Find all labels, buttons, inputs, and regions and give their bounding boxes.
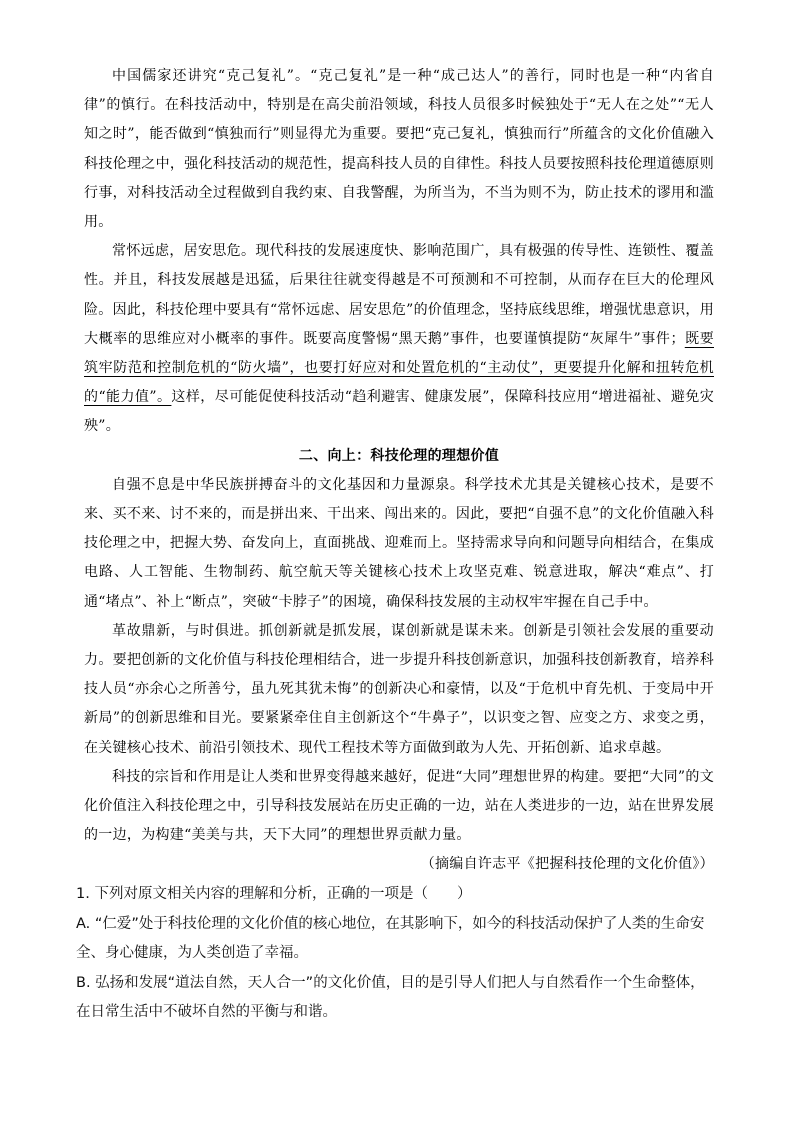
paragraph-innovation: 革故鼎新，与时俱进。抓创新就是抓发展，谋创新就是谋未来。创新是引领社会发展的重要动力。要把创新的文化价值与科技伦理相结合，进一步提升科技创新意识，加强科技创新教育，培养科技人员“亦余心之所善兮，虽九死其犹未悔”的创新决心和豪情，以及“于危机中育先机、于变局中开新局”的创新思维和目光。要紧紧牵住自主创新这个“牛鼻子”，以识变之智、应变之方、求变之勇，在关键核心技术、前沿引领技术、现代工程技术等方面做到敢为人先、开拓创新、追求卓越。 [84,622,714,756]
paragraph-foresight [84,237,714,441]
underlined-sentence: 既要筑牢防范和控制危机的“防火墙”，也要打好应对和处置危机的“主动仗”，更要提升化解和扭转危机的“能力值”。 [84,330,714,406]
question-block [76,880,716,1028]
article-body [84,62,714,880]
paragraph-foresight-part2: 这样，尽可能促使科技活动“趋利避害、健康发展”，保障科技应用“增进福祉、避免灾殃”。 [84,389,715,435]
paragraph-great-harmony: 科技的宗旨和作用是让人类和世界变得越来越好，促进“大同”理想世界的构建。要把“大同”的文化价值注入科技伦理之中，引导科技发展站在历史正确的一边，站在人类进步的一边，站在世界发展的一边，为构建“美美与共，天下大同”的理想世界贡献力量。 [84,768,714,844]
source-citation: （摘编自许志平《把握科技伦理的文化价值》） [420,856,714,873]
section-heading: 二、向上：科技伦理的理想价值 [298,447,500,464]
question-stem: 1. 下列对原文相关内容的理解和分析，正确的一项是（ ） [76,886,472,902]
paragraph-restraint: 中国儒家还讲究“克己复礼”。“克己复礼”是一种“成己达人”的善行，同时也是一种“内省自律”的慎行。在科技活动中，特别是在高尖前沿领域，科技人员很多时候独处于“无人在之处”“无人知之时”，能否做到“慎独而行”则显得尤为重要。要把“克己复礼，慎独而行”所蕴含的文化价值融入科技伦理之中，强化科技活动的规范性，提高科技人员的自律性。科技人员要按照科技伦理道德原则行事，对科技活动全过程做到自我约束、自我警醒，为所当为，不当为则不为，防止技术的谬用和滥用。 [84,68,714,231]
option-b: B. 弘扬和发展“道法自然，天人合一”的文化价值，目的是引导人们把人与自然看作一个生命整体，在日常生活中不破坏自然的平衡与和谐。 [76,974,705,1020]
paragraph-self-strengthening: 自强不息是中华民族拼搏奋斗的文化基因和力量源泉。科学技术尤其是关键核心技术，是要不来、买不来、讨不来的，而是拼出来、干出来、闯出来的。因此，要把“自强不息”的文化价值融入科技伦理之中，把握大势、奋发向上，直面挑战、迎难而上。坚持需求导向和问题导向相结合，在集成电路、人工智能、生物制药、航空航天等关键核心技术上攻坚克难、锐意进取，解决“难点”、打通“堵点”、补上“断点”，突破“卡脖子”的困境，确保科技发展的主动权牢牢握在自己手中。 [84,476,714,610]
paragraph-foresight-part1: 常怀远虑，居安思危。现代科技的发展速度快、影响范围广，具有极强的传导性、连锁性、覆盖性。并且，科技发展越是迅猛，后果往往就变得越是不可预测和不可控制，从而存在巨大的伦理风险。因此，科技伦理中要具有“常怀远虑、居安思危”的价值理念，坚持底线思维，增强忧患意识，用大概率的思维应对小概率的事件。既要高度警惕“黑天鹅”事件，也要谨慎提防“灰犀牛”事件； [84,243,714,347]
option-a: A. “仁爱”处于科技伦理的文化价值的核心地位，在其影响下，如今的科技活动保护了人类的生命安全、身心健康，为人类创造了幸福。 [76,915,705,961]
